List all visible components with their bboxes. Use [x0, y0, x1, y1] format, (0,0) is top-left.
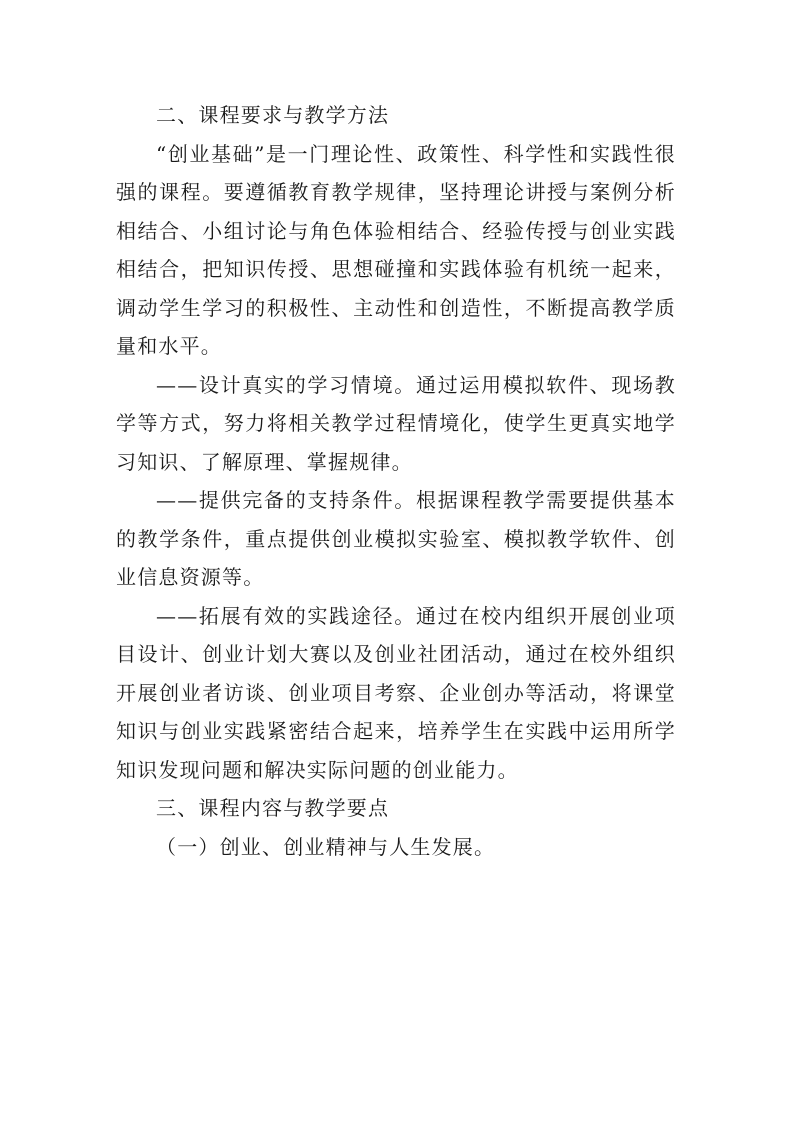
subsection-one-heading: （一）创业、创业精神与人生发展。	[156, 834, 496, 859]
section-three-heading: 三、课程内容与教学要点	[156, 796, 390, 820]
section-two-heading: 二、课程要求与教学方法	[156, 103, 390, 127]
paragraph-learning-situation: ——设计真实的学习情境。通过运用模拟软件、现场教学等方式，努力将相关教学过程情境化，使学生更真实地学习知识、了解原理、掌握规律。	[116, 372, 676, 474]
document-body	[116, 96, 676, 866]
paragraph-support-conditions: ——提供完备的支持条件。根据课程教学需要提供基本的教学条件，重点提供创业模拟实验室、模拟教学软件、创业信息资源等。	[116, 488, 676, 589]
paragraph-intro: “创业基础”是一门理论性、政策性、科学性和实践性很强的课程。要遵循教育教学规律，坚持理论讲授与案例分析相结合、小组讨论与角色体验相结合、经验传授与创业实践相结合，把知识传授、思想碰撞和实践体验有机统一起来，调动学生学习的积极性、主动性和创造性，不断提高教学质量和水平。	[116, 141, 676, 358]
paragraph-practice-approaches: ——拓展有效的实践途径。通过在校内组织开展创业项目设计、创业计划大赛以及创业社团活动，通过在校外组织开展创业者访谈、创业项目考察、企业创办等活动，将课堂知识与创业实践紧密结合起来，培养学生在实践中运用所学知识发现问题和解决实际问题的创业能力。	[116, 603, 676, 782]
